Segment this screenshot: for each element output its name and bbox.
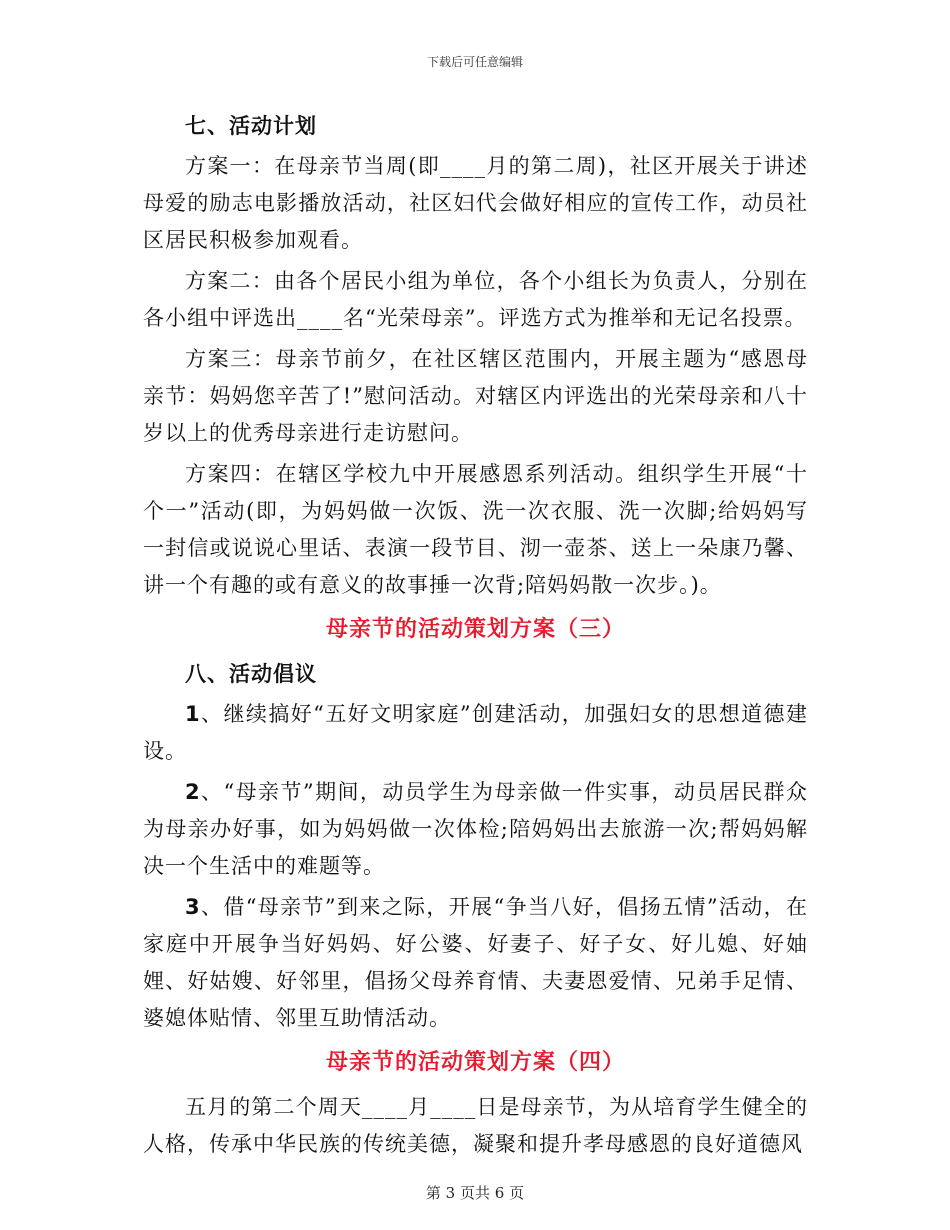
proposal-item-1-number: 1	[185, 702, 201, 726]
section-heading-activity-proposal: 八、活动倡议	[185, 662, 317, 686]
page-footer: 第 3 页共 6 页	[425, 1184, 525, 1202]
proposal-item-2-number: 2	[185, 780, 201, 804]
document-title-part-three: 母亲节的活动策划方案（三）	[325, 617, 625, 642]
section-heading-activity-plan: 七、活动计划	[185, 114, 317, 138]
header-note: 下载后可任意编辑	[426, 55, 523, 69]
proposal-item-1	[143, 696, 808, 770]
document-body	[143, 108, 808, 1167]
document-title-part-four: 母亲节的活动策划方案（四）	[325, 1050, 625, 1075]
plan-one-paragraph: 方案一：在母亲节当周(即____月的第二周)，社区开展关于讲述母爱的励志电影播放活动，社区妇代会做好相应的宣传工作，动员社区居民积极参加观看。	[143, 154, 808, 252]
proposal-item-2-text: 、“母亲节”期间，动员学生为母亲做一件实事，动员居民群众为母亲办好事，如为妈妈做一次体检;陪妈妈出去旅游一次;帮妈妈解决一个生活中的难题等。	[143, 780, 808, 878]
proposal-item-3-text: 、借“母亲节”到来之际，开展“争当八好，倡扬五情”活动，在家庭中开展争当好妈妈、好公婆、好妻子、好子女、好儿媳、好妯娌、好姑嫂、好邻里，倡扬父母养育情、夫妻恩爱情、兄弟手足情、婆媳体贴情、邻里互助情活动。	[143, 895, 808, 1030]
proposal-item-3-number: 3	[185, 895, 201, 919]
intro-paragraph-part-four: 五月的第二个周天____月____日是母亲节，为从培育学生健全的人格，传承中华民族的传统美德，凝聚和提升孝母感恩的良好道德风	[143, 1095, 808, 1156]
proposal-item-3	[143, 889, 808, 1037]
proposal-item-2	[143, 774, 808, 885]
plan-three-paragraph: 方案三：母亲节前夕，在社区辖区范围内，开展主题为“感恩母亲节：妈妈您辛苦了!”慰问活动。对辖区内评选出的光荣母亲和八十岁以上的优秀母亲进行走访慰问。	[143, 347, 808, 445]
proposal-item-1-text: 、继续搞好“五好文明家庭”创建活动，加强妇女的思想道德建设。	[143, 702, 808, 763]
plan-two-paragraph: 方案二：由各个居民小组为单位，各个小组长为负责人，分别在各小组中评选出____名“光荣母亲”。评选方式为推举和无记名投票。	[143, 269, 808, 330]
plan-four-paragraph: 方案四：在辖区学校九中开展感恩系列活动。组织学生开展“十个一”活动(即，为妈妈做一次饭、洗一次衣服、洗一次脚;给妈妈写一封信或说说心里话、表演一段节目、沏一壶茶、送上一朵康乃馨、讲一个有趣的或有意义的故事捶一次背;陪妈妈散一次步。)。	[143, 462, 808, 597]
